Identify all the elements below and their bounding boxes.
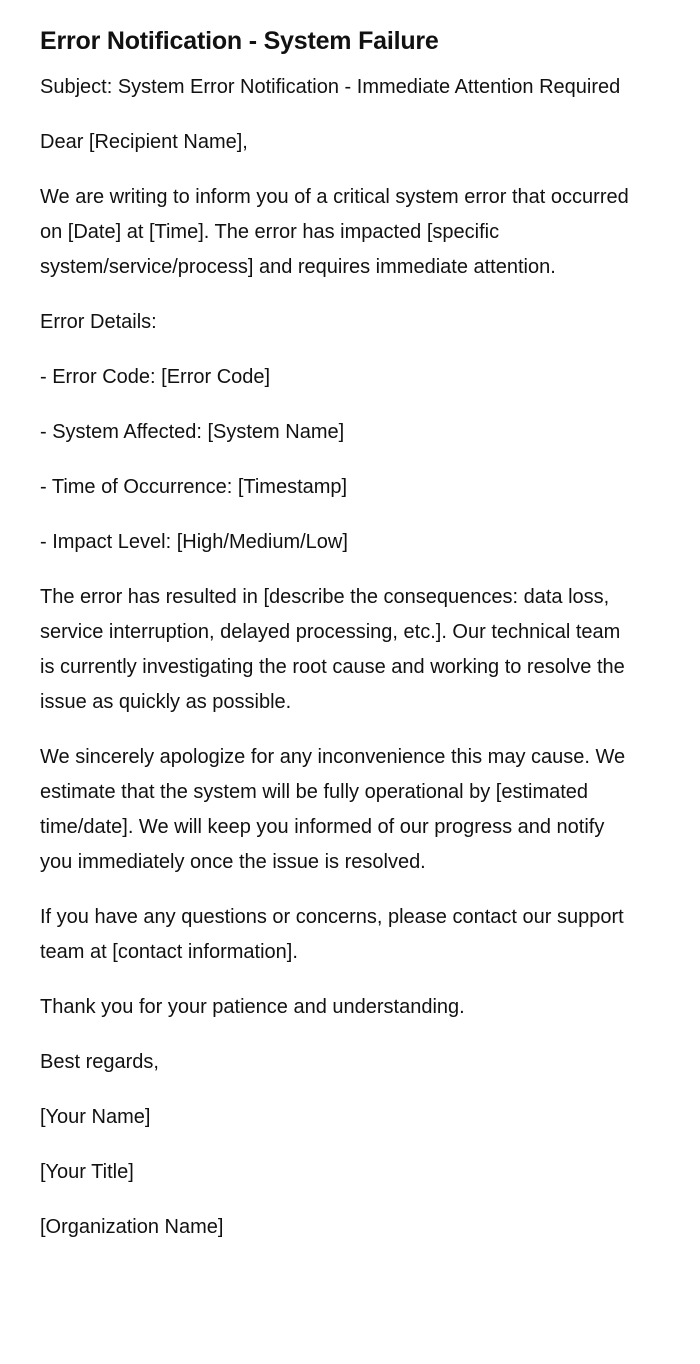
error-details-heading: Error Details: xyxy=(40,311,157,333)
system-affected-item: - System Affected: [System Name] xyxy=(40,421,345,443)
signature-organization: [Organization Name] xyxy=(40,1216,224,1238)
salutation: Dear [Recipient Name], xyxy=(40,131,248,153)
signature-name: [Your Name] xyxy=(40,1106,151,1128)
time-of-occurrence-item: - Time of Occurrence: [Timestamp] xyxy=(40,476,348,498)
thanks-line: Thank you for your patience and understanding. xyxy=(40,996,465,1018)
subject-line: Subject: System Error Notification - Immediate Attention Required xyxy=(40,76,621,98)
impact-level-item: - Impact Level: [High/Medium/Low] xyxy=(40,531,348,553)
signature-title: [Your Title] xyxy=(40,1161,134,1183)
error-code-item: - Error Code: [Error Code] xyxy=(40,366,271,388)
closing-line: Best regards, xyxy=(40,1051,159,1073)
apology-paragraph: We sincerely apologize for any inconvenience this may cause. We estimate that the system will be fully operational by [estimated time/date]. We will keep you informed of our progress and notify you immediately once the issue is resolved. xyxy=(40,746,626,873)
intro-paragraph: We are writing to inform you of a critical system error that occurred on [Date] at [Time]. The error has impacted [specific system/service/process] and requires immediate attention. xyxy=(40,186,629,278)
document-title: Error Notification - System Failure xyxy=(40,27,439,55)
contact-paragraph: If you have any questions or concerns, please contact our support team at [contact information]. xyxy=(40,906,624,963)
consequences-paragraph: The error has resulted in [describe the consequences: data loss, service interruption, delayed processing, etc.]. Our technical team is currently investigating the root cause and working to resolve the issue as quickly as possible. xyxy=(40,586,625,713)
